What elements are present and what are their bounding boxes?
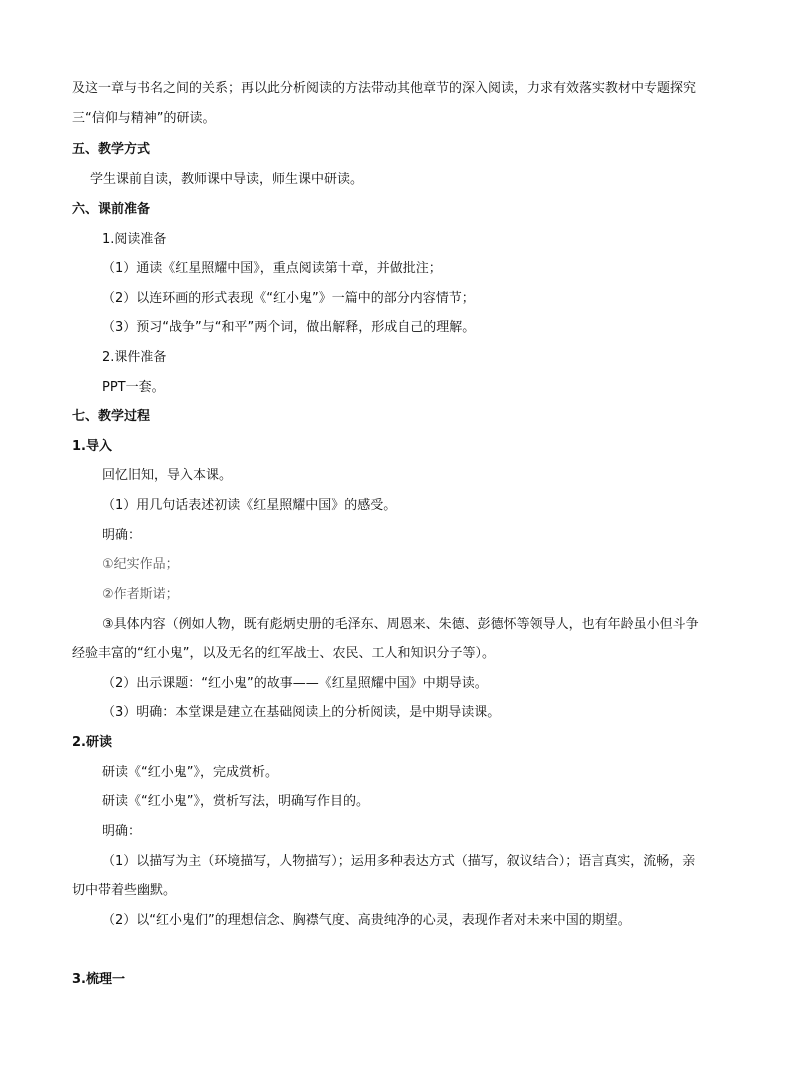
part-2-line-1: 研读《“红小鬼”》，完成赏析。 bbox=[102, 765, 278, 780]
part-3-heading: 3.梳理一 bbox=[72, 972, 125, 987]
section-6-sub2-text: PPT一套。 bbox=[102, 380, 165, 395]
part-2-answer-1-line-1: （1）以描写为主（环境描写，人物描写）；运用多种表达方式（描写，叙议结合）；语言真实，流畅，亲 bbox=[102, 854, 696, 869]
part-1-question-1: （1）用几句话表述初读《红星照耀中国》的感受。 bbox=[102, 498, 397, 513]
part-2-heading: 2.研读 bbox=[72, 735, 112, 750]
intro-line-1: 及这一章与书名之间的关系；再以此分析阅读的方法带动其他章节的深入阅读，力求有效落实教材中专题探究 bbox=[72, 81, 697, 96]
section-7-heading: 七、教学过程 bbox=[72, 409, 151, 424]
part-1-intro: 回忆旧知，导入本课。 bbox=[102, 468, 233, 483]
part-1-mingque: 明确： bbox=[102, 528, 142, 543]
section-6-item-1: （1）通读《红星照耀中国》，重点阅读第十章，并做批注； bbox=[102, 261, 442, 276]
part-2-line-2: 研读《“红小鬼”》，赏析写法，明确写作目的。 bbox=[102, 794, 369, 809]
part-1-point-2: ②作者斯诺； bbox=[102, 587, 179, 602]
part-1-question-3: （3）明确：本堂课是建立在基础阅读上的分析阅读，是中期导读课。 bbox=[102, 705, 501, 720]
section-6-sub1-heading: 1.阅读准备 bbox=[102, 232, 167, 247]
intro-line-2: 三“信仰与精神”的研读。 bbox=[72, 111, 216, 126]
part-1-point-3-line-2: 经验丰富的“红小鬼”，以及无名的红军战士、农民、工人和知识分子等）。 bbox=[72, 646, 495, 661]
part-2-answer-1-line-2: 切中带着些幽默。 bbox=[72, 883, 177, 898]
section-6-sub2-heading: 2.课件准备 bbox=[102, 350, 167, 365]
section-6-heading: 六、课前准备 bbox=[72, 202, 151, 217]
section-6-item-2: （2）以连环画的形式表现《“红小鬼”》一篇中的部分内容情节； bbox=[102, 291, 475, 306]
section-5-heading: 五、教学方式 bbox=[72, 142, 151, 157]
part-1-point-3-line-1: ③具体内容（例如人物，既有彪炳史册的毛泽东、周恩来、朱德、彭德怀等领导人，也有年龄虽小但斗争 bbox=[102, 617, 699, 632]
section-5-text: 学生课前自读，教师课中导读，师生课中研读。 bbox=[90, 172, 364, 187]
part-1-heading: 1.导入 bbox=[72, 439, 112, 454]
part-2-mingque: 明确： bbox=[102, 824, 142, 839]
part-2-answer-2: （2）以“红小鬼们”的理想信念、胸襟气度、高贵纯净的心灵，表现作者对未来中国的期望。 bbox=[102, 913, 631, 928]
part-1-point-1: ①纪实作品； bbox=[102, 557, 179, 572]
section-6-item-3: （3）预习“战争”与“和平”两个词，做出解释，形成自己的理解。 bbox=[102, 320, 476, 335]
part-1-question-2: （2）出示课题：“红小鬼”的故事——《红星照耀中国》中期导读。 bbox=[102, 676, 488, 691]
